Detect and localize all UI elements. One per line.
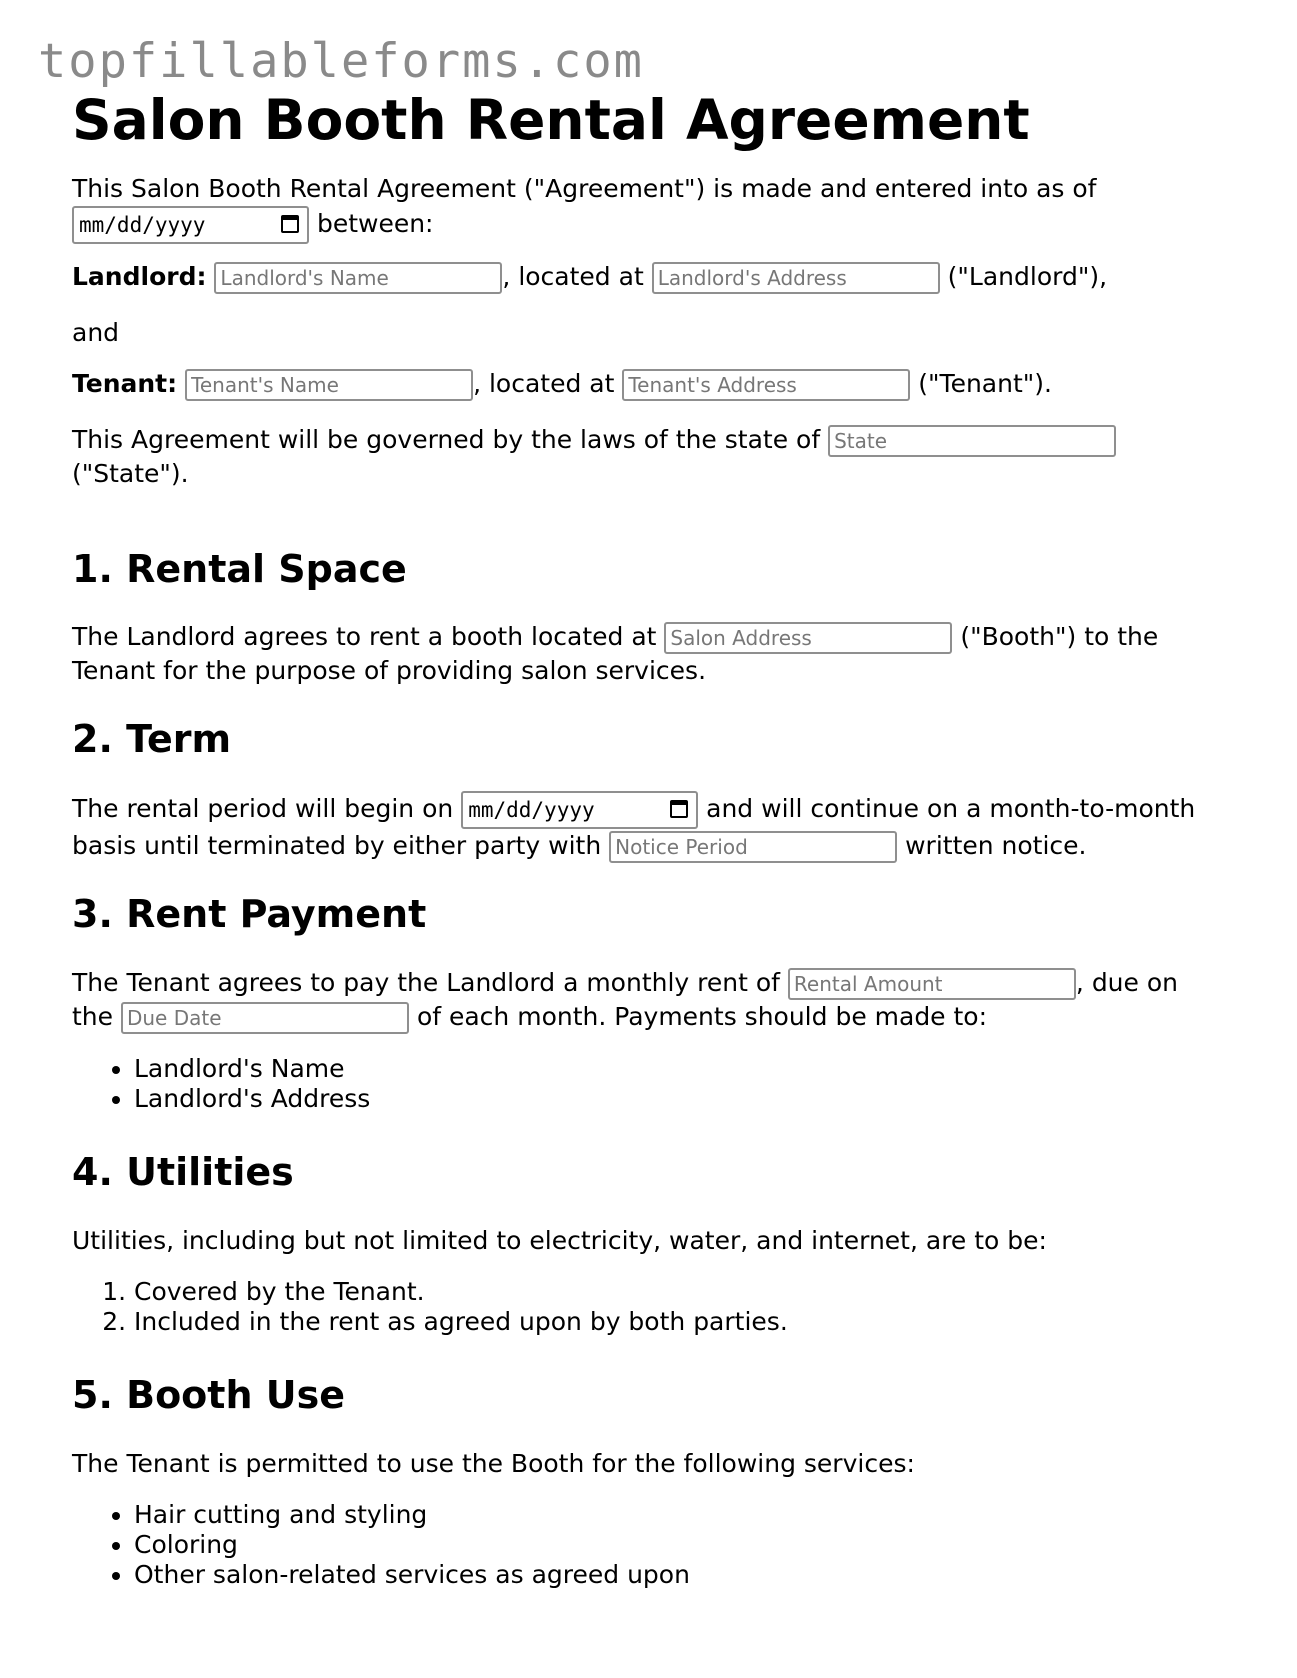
notice-period-input[interactable] (609, 831, 897, 863)
tenant-line (72, 367, 1222, 401)
calendar-icon[interactable] (281, 215, 299, 233)
rental-space-text: The Landlord agrees to rent a booth located at (72, 622, 657, 651)
salon-address-input[interactable] (664, 622, 952, 654)
rental-space-text-after: ("Booth") to the Tenant for the purpose of providing salon services. (72, 622, 1159, 685)
calendar-icon[interactable] (670, 800, 688, 818)
landlord-line (72, 260, 1222, 294)
term-paragraph (72, 791, 1222, 863)
tenant-name-input[interactable] (185, 369, 473, 401)
due-date-input[interactable] (121, 1002, 409, 1034)
rental-space-paragraph (72, 620, 1222, 688)
state-input[interactable] (828, 425, 1116, 457)
landlord-located-at: , located at (502, 262, 644, 291)
landlord-label: Landlord: (72, 262, 207, 291)
intro-text: This Salon Booth Rental Agreement ("Agreement") is made and entered into as of (72, 174, 1097, 203)
list-item: • Other salon-related services as agreed upon (134, 1560, 1222, 1590)
list-item: 2. Included in the rent as agreed upon by both parties. (134, 1307, 1222, 1337)
section-heading-booth-use: 5. Booth Use (72, 1373, 345, 1417)
term-text-middle: and will continue on a month-to-month basis until terminated by either party with (72, 794, 1196, 860)
rental-amount-input[interactable] (788, 968, 1076, 1000)
section-heading-utilities: 4. Utilities (72, 1150, 294, 1194)
tenant-suffix: ("Tenant"). (918, 369, 1052, 398)
term-text: The rental period will begin on (72, 794, 454, 823)
section-heading-rental-space: 1. Rental Space (72, 547, 407, 591)
page-title: Salon Booth Rental Agreement (72, 88, 1030, 152)
booth-use-text: The Tenant is permitted to use the Booth for the following services: (72, 1449, 915, 1478)
list-item: • Coloring (134, 1530, 1222, 1560)
rent-paragraph (72, 966, 1222, 1034)
rent-text-after: of each month. Payments should be made to: (416, 1002, 988, 1031)
watermark: topfillableforms.com (38, 34, 644, 89)
rent-text: The Tenant agrees to pay the Landlord a monthly rent of (72, 968, 780, 997)
landlord-name-input[interactable] (214, 262, 502, 294)
list-item: • Landlord's Name (134, 1054, 1222, 1084)
governing-text: This Agreement will be governed by the laws of the state of (72, 425, 821, 454)
list-item: • Hair cutting and styling (134, 1500, 1222, 1530)
governing-suffix: ("State"). (72, 459, 189, 488)
start-date-input[interactable] (461, 791, 698, 829)
intro-between: between: (316, 209, 434, 238)
date-placeholder: mm/dd/yyyy (79, 213, 206, 237)
rent-block (72, 966, 1222, 1114)
tenant-address-input[interactable] (622, 369, 910, 401)
services-list (72, 1500, 1222, 1590)
list-item: • Landlord's Address (134, 1084, 1222, 1114)
term-text-after: written notice. (905, 831, 1087, 860)
list-item: 1. Covered by the Tenant. (134, 1277, 1222, 1307)
start-date-placeholder: mm/dd/yyyy (468, 798, 595, 822)
booth-use-block (72, 1447, 1222, 1590)
and-text: and (72, 318, 120, 347)
tenant-label: Tenant: (72, 369, 178, 398)
utilities-options (72, 1277, 1222, 1337)
intro-paragraph (72, 172, 1222, 244)
tenant-located-at: , located at (473, 369, 615, 398)
utilities-text: Utilities, including but not limited to electricity, water, and internet, are to be: (72, 1226, 1047, 1255)
landlord-suffix: ("Landlord"), (947, 262, 1108, 291)
utilities-block (72, 1224, 1222, 1337)
section-heading-term: 2. Term (72, 717, 232, 761)
landlord-address-input[interactable] (652, 262, 940, 294)
section-heading-rent-payment: 3. Rent Payment (72, 892, 427, 936)
agreement-date-input[interactable] (72, 206, 309, 244)
rent-text-middle: , due on the (72, 968, 1178, 1031)
governing-law (72, 423, 1222, 491)
payee-list (72, 1054, 1222, 1114)
